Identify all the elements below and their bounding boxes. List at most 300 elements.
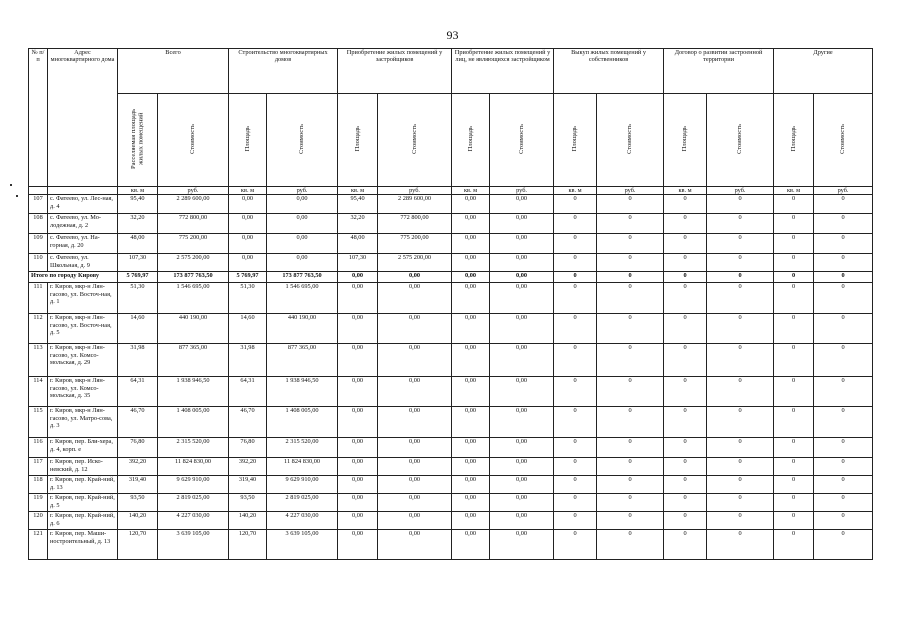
value-cell: 0,00: [490, 438, 554, 458]
value-cell: 31,98: [229, 344, 267, 377]
value-cell: 0: [707, 214, 774, 234]
value-cell: 0: [774, 234, 814, 254]
value-cell: 0: [664, 438, 707, 458]
value-cell: 0: [554, 438, 597, 458]
unit-label: кв. м: [554, 187, 597, 195]
value-cell: 772 800,00: [378, 214, 452, 234]
value-cell: 0: [664, 476, 707, 494]
row-number: 113: [29, 344, 48, 377]
table-row: [29, 530, 873, 560]
group-header: Приобретение жилых помещений у застройщиков: [338, 49, 452, 94]
value-cell: 1 546 695,00: [158, 283, 229, 314]
unit-label: руб.: [158, 187, 229, 195]
row-address: г. Киров, пер. Край-ний, д. 5: [48, 494, 118, 512]
unit-label: кв. м: [338, 187, 378, 195]
subheader-area: Площадь: [789, 126, 797, 152]
value-cell: 93,50: [118, 494, 158, 512]
unit-label: кв. м: [452, 187, 490, 195]
group-header: Приобретение жилых помещений у лиц, не являющихся застройщиком: [452, 49, 554, 94]
subheader-cost: Стоимость: [189, 123, 197, 154]
value-cell: 0,00: [229, 234, 267, 254]
value-cell: 2 289 600,00: [378, 195, 452, 214]
value-cell: 107,30: [118, 254, 158, 272]
value-cell: 0: [597, 234, 664, 254]
value-cell: 1 938 946,50: [158, 377, 229, 407]
value-cell: 48,00: [118, 234, 158, 254]
value-cell: 0: [814, 344, 873, 377]
value-cell: 0: [664, 283, 707, 314]
value-cell: 0,00: [229, 254, 267, 272]
unit-label: кв. м: [664, 187, 707, 195]
row-number: 118: [29, 476, 48, 494]
table-row: [29, 314, 873, 344]
row-number: 116: [29, 438, 48, 458]
value-cell: 0: [554, 234, 597, 254]
subheader-cost: Стоимость: [517, 123, 525, 154]
table-row: [29, 438, 873, 458]
row-address: г. Киров, пер. Иско-невский, д. 12: [48, 458, 118, 476]
value-cell: 877 365,00: [267, 344, 338, 377]
table-row: [29, 512, 873, 530]
value-cell: 76,80: [229, 438, 267, 458]
value-cell: 0: [554, 377, 597, 407]
total-label: Итого по городу Кирову: [29, 272, 118, 283]
value-cell: 0: [814, 530, 873, 560]
value-cell: 0: [707, 458, 774, 476]
value-cell: 0: [554, 407, 597, 438]
unit-label: руб.: [490, 187, 554, 195]
unit-label: кв. м: [229, 187, 267, 195]
value-cell: 0: [664, 494, 707, 512]
row-number: 121: [29, 530, 48, 560]
value-cell: 0: [707, 476, 774, 494]
total-value: 0: [707, 272, 774, 283]
value-cell: 0,00: [452, 314, 490, 344]
value-cell: 32,20: [118, 214, 158, 234]
group-header: Выкуп жилых помещений у собственников: [554, 49, 664, 94]
value-cell: 46,70: [229, 407, 267, 438]
value-cell: 0,00: [378, 314, 452, 344]
value-cell: 0: [554, 283, 597, 314]
value-cell: 0,00: [378, 476, 452, 494]
value-cell: 0,00: [338, 512, 378, 530]
total-value: 5 769,97: [229, 272, 267, 283]
value-cell: 0,00: [338, 458, 378, 476]
value-cell: 0: [554, 458, 597, 476]
value-cell: 0: [554, 476, 597, 494]
table-row: [29, 494, 873, 512]
value-cell: 2 289 600,00: [158, 195, 229, 214]
value-cell: 0: [597, 195, 664, 214]
value-cell: 0,00: [452, 458, 490, 476]
value-cell: 392,20: [229, 458, 267, 476]
value-cell: 0: [597, 476, 664, 494]
value-cell: 0,00: [378, 344, 452, 377]
value-cell: 51,30: [118, 283, 158, 314]
value-cell: 0,00: [267, 195, 338, 214]
total-value: 0,00: [452, 272, 490, 283]
value-cell: 0: [554, 512, 597, 530]
value-cell: 0,00: [338, 407, 378, 438]
row-number: 109: [29, 234, 48, 254]
value-cell: 0: [664, 234, 707, 254]
value-cell: 0: [814, 314, 873, 344]
value-cell: 1 408 005,00: [158, 407, 229, 438]
value-cell: 0: [814, 234, 873, 254]
value-cell: 0: [774, 344, 814, 377]
value-cell: 0,00: [452, 407, 490, 438]
value-cell: 0,00: [229, 214, 267, 234]
value-cell: 0: [707, 234, 774, 254]
row-address: г. Киров, мкр-н Лян-гасово, ул. Комсо-мольская, д. 29: [48, 344, 118, 377]
value-cell: 0: [814, 283, 873, 314]
value-cell: 0: [774, 195, 814, 214]
value-cell: 0: [554, 344, 597, 377]
total-value: 0: [664, 272, 707, 283]
value-cell: 0: [814, 254, 873, 272]
value-cell: 0: [597, 344, 664, 377]
row-address: г. Киров, пер. Маши-ностроительный, д. 13: [48, 530, 118, 560]
value-cell: 0: [664, 254, 707, 272]
value-cell: 11 824 830,00: [158, 458, 229, 476]
row-address: г. Киров, мкр-н Лян-гасово, ул. Матро-сова, д. 3: [48, 407, 118, 438]
row-address: г. Киров, пер. Край-ний, д. 6: [48, 512, 118, 530]
value-cell: 2 575 200,00: [158, 254, 229, 272]
value-cell: 0,00: [378, 494, 452, 512]
value-cell: 0,00: [338, 314, 378, 344]
value-cell: 4 227 030,00: [267, 512, 338, 530]
value-cell: 0: [597, 494, 664, 512]
value-cell: 0: [814, 214, 873, 234]
value-cell: 0: [597, 438, 664, 458]
value-cell: 0: [774, 438, 814, 458]
value-cell: 46,70: [118, 407, 158, 438]
total-value: 5 769,97: [118, 272, 158, 283]
total-value: 0: [774, 272, 814, 283]
value-cell: 14,60: [118, 314, 158, 344]
value-cell: 0: [664, 314, 707, 344]
value-cell: 0,00: [452, 530, 490, 560]
table-row: [29, 214, 873, 234]
value-cell: 4 227 030,00: [158, 512, 229, 530]
value-cell: 0,00: [490, 494, 554, 512]
row-number: 115: [29, 407, 48, 438]
value-cell: 319,40: [118, 476, 158, 494]
table-row: [29, 377, 873, 407]
value-cell: 0,00: [452, 214, 490, 234]
value-cell: 31,98: [118, 344, 158, 377]
value-cell: 9 629 910,00: [158, 476, 229, 494]
table-row: [29, 458, 873, 476]
value-cell: 93,50: [229, 494, 267, 512]
value-cell: 0,00: [452, 195, 490, 214]
value-cell: 0,00: [338, 377, 378, 407]
value-cell: 440 190,00: [267, 314, 338, 344]
row-number: 117: [29, 458, 48, 476]
unit-label: руб.: [267, 187, 338, 195]
value-cell: 0,00: [338, 438, 378, 458]
table-row: [29, 195, 873, 214]
value-cell: 0,00: [338, 283, 378, 314]
value-cell: 140,20: [229, 512, 267, 530]
value-cell: 1 408 005,00: [267, 407, 338, 438]
unit-label: руб.: [597, 187, 664, 195]
value-cell: 0: [707, 494, 774, 512]
units-spacer: [29, 187, 48, 195]
value-cell: 0,00: [229, 195, 267, 214]
value-cell: 0,00: [490, 283, 554, 314]
value-cell: 0,00: [452, 377, 490, 407]
value-cell: 0: [554, 214, 597, 234]
total-value: 0,00: [338, 272, 378, 283]
units-spacer: [48, 187, 118, 195]
value-cell: 0: [774, 512, 814, 530]
value-cell: 772 800,00: [158, 214, 229, 234]
value-cell: 0: [814, 438, 873, 458]
value-cell: 0: [597, 254, 664, 272]
subheader-area: Площадь: [571, 126, 579, 152]
unit-label: кв. м: [118, 187, 158, 195]
row-number: 107: [29, 195, 48, 214]
value-cell: 0,00: [490, 476, 554, 494]
value-cell: 0: [597, 283, 664, 314]
value-cell: 0: [554, 314, 597, 344]
value-cell: 392,20: [118, 458, 158, 476]
value-cell: 319,40: [229, 476, 267, 494]
value-cell: 0: [774, 314, 814, 344]
value-cell: 1 546 695,00: [267, 283, 338, 314]
value-cell: 0,00: [452, 254, 490, 272]
value-cell: 0: [707, 377, 774, 407]
table-row: [29, 407, 873, 438]
value-cell: 0: [664, 195, 707, 214]
value-cell: 0: [814, 512, 873, 530]
table-row: [29, 254, 873, 272]
row-number: 119: [29, 494, 48, 512]
value-cell: 0,00: [378, 530, 452, 560]
value-cell: 14,60: [229, 314, 267, 344]
subheader-cost: Стоимость: [839, 123, 847, 154]
value-cell: 0,00: [490, 530, 554, 560]
value-cell: 3 639 105,00: [158, 530, 229, 560]
group-header: Строительство многоквартирных домов: [229, 49, 338, 94]
value-cell: 0: [774, 530, 814, 560]
value-cell: 0: [707, 438, 774, 458]
value-cell: 0: [707, 314, 774, 344]
value-cell: 0: [664, 512, 707, 530]
value-cell: 64,31: [118, 377, 158, 407]
value-cell: 0: [597, 458, 664, 476]
value-cell: 0,00: [490, 314, 554, 344]
value-cell: 0: [597, 214, 664, 234]
value-cell: 0: [664, 458, 707, 476]
value-cell: 0,00: [267, 234, 338, 254]
value-cell: 0: [814, 195, 873, 214]
unit-label: руб.: [707, 187, 774, 195]
col-number-header: № п/п: [29, 49, 48, 187]
value-cell: 0: [554, 195, 597, 214]
value-cell: 0: [554, 254, 597, 272]
value-cell: 0: [707, 283, 774, 314]
value-cell: 140,20: [118, 512, 158, 530]
row-address: г. Киров, пер. Край-ний, д. 13: [48, 476, 118, 494]
row-address: г. Киров, пер. Бли-хера, д. 4, корп. е: [48, 438, 118, 458]
value-cell: 0: [664, 214, 707, 234]
row-number: 120: [29, 512, 48, 530]
value-cell: 0,00: [452, 494, 490, 512]
value-cell: 0,00: [490, 195, 554, 214]
row-number: 114: [29, 377, 48, 407]
value-cell: 0,00: [490, 344, 554, 377]
row-address: г. Киров, мкр-н Лян-гасово, ул. Восточ-ная, д. 5: [48, 314, 118, 344]
value-cell: 0: [814, 407, 873, 438]
subheader-resettled-area: Расселяемая площадь жилых помещений: [130, 108, 145, 169]
value-cell: 0: [554, 494, 597, 512]
total-value: 173 877 763,50: [267, 272, 338, 283]
row-address: с. Фатеево, ул. Мо-лодежная, д. 2: [48, 214, 118, 234]
value-cell: 0,00: [378, 377, 452, 407]
value-cell: 0: [774, 283, 814, 314]
group-header: Другие: [774, 49, 873, 94]
value-cell: 2 819 025,00: [158, 494, 229, 512]
value-cell: 0,00: [338, 344, 378, 377]
subheader-area: Площадь: [681, 126, 689, 152]
value-cell: 0: [814, 377, 873, 407]
value-cell: 2 315 520,00: [158, 438, 229, 458]
value-cell: 0,00: [452, 283, 490, 314]
value-cell: 440 190,00: [158, 314, 229, 344]
value-cell: 48,00: [338, 234, 378, 254]
value-cell: 0,00: [490, 407, 554, 438]
row-address: с. Фатеево, ул. На-горная, д. 20: [48, 234, 118, 254]
value-cell: 0,00: [267, 254, 338, 272]
value-cell: 0,00: [378, 458, 452, 476]
value-cell: 0,00: [452, 234, 490, 254]
subheader-cost: Стоимость: [410, 123, 418, 154]
value-cell: 107,30: [338, 254, 378, 272]
subheader-cost: Стоимость: [626, 123, 634, 154]
value-cell: 0: [664, 530, 707, 560]
total-value: 0: [814, 272, 873, 283]
total-row: [29, 272, 873, 283]
value-cell: 95,40: [338, 195, 378, 214]
value-cell: 0: [814, 494, 873, 512]
value-cell: 0: [814, 476, 873, 494]
value-cell: 0,00: [490, 214, 554, 234]
row-address: г. Киров, мкр-н Лян-гасово, ул. Комсо-мольская, д. 35: [48, 377, 118, 407]
col-address-header: Адрес многоквартирного дома: [48, 49, 118, 187]
total-value: 0: [554, 272, 597, 283]
value-cell: 0,00: [490, 458, 554, 476]
unit-label: руб.: [378, 187, 452, 195]
value-cell: 0: [597, 530, 664, 560]
value-cell: 0: [814, 458, 873, 476]
row-number: 110: [29, 254, 48, 272]
value-cell: 0,00: [378, 512, 452, 530]
value-cell: 0: [664, 407, 707, 438]
value-cell: 0,00: [452, 512, 490, 530]
subheader-cost: Стоимость: [298, 123, 306, 154]
value-cell: 0: [597, 407, 664, 438]
value-cell: 0: [774, 494, 814, 512]
value-cell: 1 938 946,50: [267, 377, 338, 407]
value-cell: 877 365,00: [158, 344, 229, 377]
row-number: 108: [29, 214, 48, 234]
total-value: 173 877 763,50: [158, 272, 229, 283]
value-cell: 0,00: [490, 254, 554, 272]
value-cell: 2 315 520,00: [267, 438, 338, 458]
value-cell: 0: [774, 214, 814, 234]
value-cell: 0: [707, 344, 774, 377]
value-cell: 775 200,00: [158, 234, 229, 254]
subheader-cost: Стоимость: [736, 123, 744, 154]
total-value: 0,00: [490, 272, 554, 283]
value-cell: 775 200,00: [378, 234, 452, 254]
value-cell: 0,00: [452, 476, 490, 494]
value-cell: 0: [774, 458, 814, 476]
value-cell: 120,70: [118, 530, 158, 560]
row-address: с. Фатеево, ул. Школьная, д. 9: [48, 254, 118, 272]
unit-label: руб.: [814, 187, 873, 195]
value-cell: 0: [774, 377, 814, 407]
table-row: [29, 234, 873, 254]
row-address: г. Киров, мкр-н Лян-гасово, ул. Восточ-ная, д. 1: [48, 283, 118, 314]
value-cell: 0: [774, 254, 814, 272]
value-cell: 0,00: [452, 344, 490, 377]
total-value: 0: [597, 272, 664, 283]
row-number: 112: [29, 314, 48, 344]
value-cell: 76,80: [118, 438, 158, 458]
table-row: [29, 344, 873, 377]
value-cell: 0: [774, 407, 814, 438]
value-cell: 32,20: [338, 214, 378, 234]
value-cell: 0: [597, 512, 664, 530]
value-cell: 95,40: [118, 195, 158, 214]
total-value: 0,00: [378, 272, 452, 283]
value-cell: 0: [707, 407, 774, 438]
value-cell: 2 819 025,00: [267, 494, 338, 512]
group-header: Договор о развитии застроенной территории: [664, 49, 774, 94]
subheader-area: Площадь: [353, 126, 361, 152]
table-row: [29, 283, 873, 314]
value-cell: 3 639 105,00: [267, 530, 338, 560]
subheader-area: Площадь: [243, 126, 251, 152]
scan-mark: [10, 184, 12, 186]
unit-label: кв. м: [774, 187, 814, 195]
value-cell: 2 575 200,00: [378, 254, 452, 272]
value-cell: 0,00: [338, 494, 378, 512]
subheader-area: Площадь: [466, 126, 474, 152]
value-cell: 0,00: [338, 476, 378, 494]
value-cell: 0,00: [490, 512, 554, 530]
value-cell: 51,30: [229, 283, 267, 314]
table-row: [29, 476, 873, 494]
value-cell: 0: [707, 195, 774, 214]
row-number: 111: [29, 283, 48, 314]
value-cell: 0: [664, 344, 707, 377]
value-cell: 0: [707, 254, 774, 272]
group-header: Всего: [118, 49, 229, 94]
value-cell: 0,00: [378, 407, 452, 438]
value-cell: 0,00: [267, 214, 338, 234]
value-cell: 0,00: [338, 530, 378, 560]
housing-table: [28, 48, 873, 560]
value-cell: 0: [554, 530, 597, 560]
value-cell: 9 629 910,00: [267, 476, 338, 494]
value-cell: 0,00: [378, 438, 452, 458]
value-cell: 64,31: [229, 377, 267, 407]
value-cell: 0,00: [490, 377, 554, 407]
